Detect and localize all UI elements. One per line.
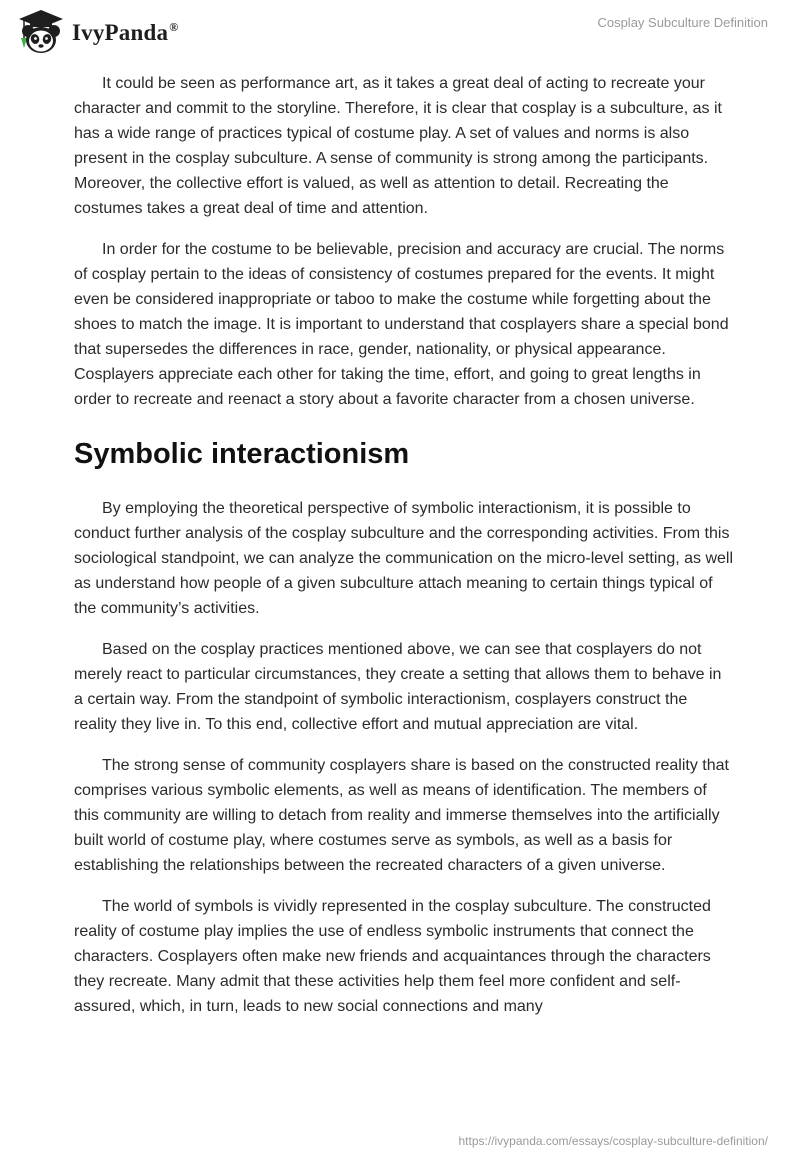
source-url-link[interactable]: https://ivypanda.com/essays/cosplay-subculture-definition/ <box>458 1134 768 1148</box>
paragraph: The world of symbols is vividly represented in the cosplay subculture. The constructed reality of costume play implies the use of endless symbolic instruments that connect the characters. Cosplayers often make new friends and acquaintances through the characters they recreate. Many admit that these activities help them feel more confident and self-assured, which, in turn, leads to new social connections and many <box>74 898 711 1015</box>
brand-name: IvyPanda® <box>72 20 179 45</box>
paragraph: By employing the theoretical perspective of symbolic interactionism, it is possible to conduct further analysis of the cosplay subculture and the corresponding activities. From this sociological standpoint, we can analyze the communication on the micro-level setting, as well as understand how people of a given subculture attach meaning to certain things typical of the community’s activities. <box>74 500 734 617</box>
section-heading: Symbolic interactionism <box>74 438 410 470</box>
paragraph: In order for the costume to be believable, precision and accuracy are crucial. The norms of cosplay pertain to the ideas of consistency of costumes prepared for the events. It might even be considered inappropriate or taboo to make the costume while forgetting about the shoes to match the image. It is important to understand that cosplayers share a special bond that supersedes the differences in race, gender, nationality, or physical appearance. Cosplayers appreciate each other for taking the time, effort, and going to great lengths in order to recreate and reenact a story about a favorite character from a chosen universe. <box>74 241 729 408</box>
page-header <box>0 0 800 60</box>
panda-graduate-icon <box>16 8 66 56</box>
paragraph: The strong sense of community cosplayers share is based on the constructed reality that comprises various symbolic elements, as well as means of identification. The members of this community are willing to detach from reality and immerse themselves into the artificially built world of costume play, where costumes serve as symbols, as well as a basis for establishing the relationships between the recreated characters of a given universe. <box>74 757 729 874</box>
brand-logo[interactable] <box>16 8 178 56</box>
paragraph: It could be seen as performance art, as it takes a great deal of acting to recreate your character and commit to the storyline. Therefore, it is clear that cosplay is a subculture, as it has a wide range of practices typical of costume play. A set of values and norms is also present in the cosplay subculture. A sense of community is strong among the participants. Moreover, the collective effort is valued, as well as attention to detail. Recreating the costumes takes a great deal of time and attention. <box>74 75 722 217</box>
document-title: Cosplay Subculture Definition <box>597 15 768 30</box>
essay-body <box>74 71 734 1035</box>
paragraph: Based on the cosplay practices mentioned above, we can see that cosplayers do not merely react to particular circumstances, they create a setting that allows them to behave in a certain way. From the standpoint of symbolic interactionism, cosplayers construct the reality they live in. To this end, collective effort and mutual appreciation are vital. <box>74 641 722 733</box>
